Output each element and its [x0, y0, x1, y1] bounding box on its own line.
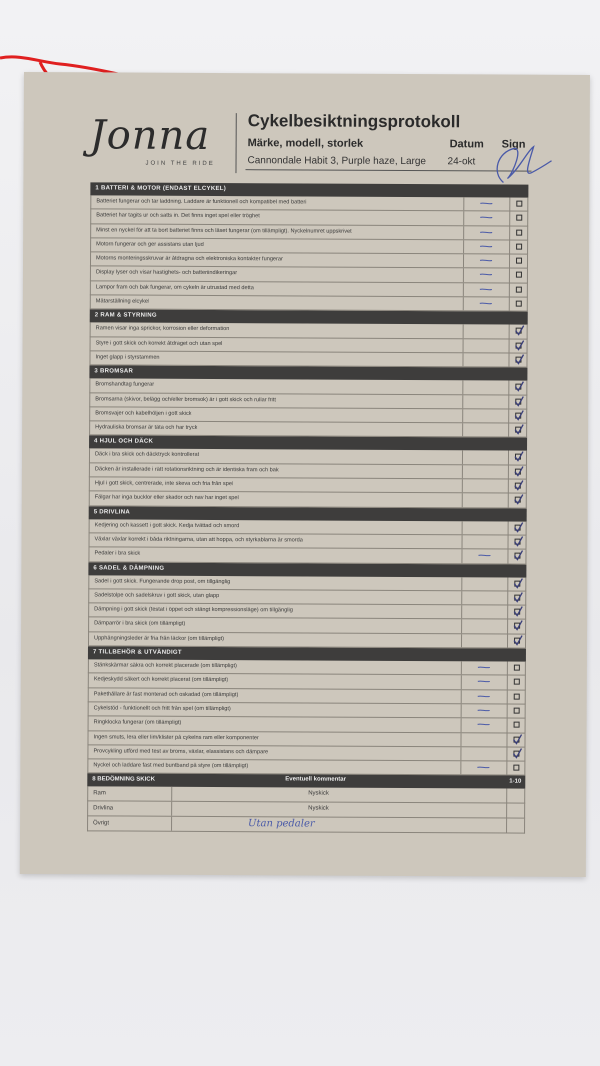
checkbox[interactable] [516, 272, 522, 278]
checkbox[interactable] [516, 229, 522, 235]
assessment-title: 8 BEDÖMNING SKICK [92, 776, 155, 784]
not-applicable-dash [477, 722, 491, 728]
column-divider [460, 761, 461, 774]
section-header: 7 TILLBEHÖR & UTVÄNDIGT [88, 646, 526, 661]
checklist [87, 182, 528, 834]
row-text: Bromsarna (skivor, belägg och/eller bromsok) är i gott skick och rullar fritt [95, 395, 276, 403]
row-text: Provcykling utförd med test av broms, växlar, elassistans och dämpare [93, 748, 269, 756]
column-divider [463, 339, 464, 352]
section-header: 1 BATTERI & MOTOR (ENDAST ELCYKEL) [90, 182, 528, 197]
not-applicable-dash [477, 693, 491, 699]
column-divider [461, 591, 462, 604]
check-mark-icon [513, 480, 524, 492]
check-mark-icon [512, 591, 523, 603]
column-divider [507, 606, 508, 619]
row-text: Pakethållare är fast monterad och oskadad (om tillämpligt) [93, 690, 239, 698]
checkbox[interactable] [516, 215, 522, 221]
checkbox[interactable] [516, 243, 522, 249]
not-applicable-dash [477, 707, 491, 713]
column-divider [463, 197, 464, 210]
row-text: Display lyser och visar hastighets- och batteriindikeringar [95, 269, 238, 277]
not-applicable-dash [477, 553, 491, 559]
column-divider [463, 269, 464, 282]
column-divider [462, 465, 463, 478]
check-mark-icon [513, 494, 524, 506]
inspection-sheet [20, 72, 590, 877]
row-text: Ingen smuts, lera eller lim/klister på cykelns ram eller komponenter [93, 733, 259, 741]
column-divider [461, 676, 462, 689]
header-divider [235, 113, 236, 173]
row-text: Pedaler i bra skick [94, 550, 141, 557]
checkbox[interactable] [514, 679, 520, 685]
column-divider [463, 283, 464, 296]
assessment-name: Drivlina [93, 805, 114, 812]
column-divider [508, 535, 509, 548]
column-divider [508, 381, 509, 394]
column-divider [509, 255, 510, 268]
row-text: Sadel i gott skick. Fungerande drop post, om tillgänglig [94, 577, 231, 585]
check-mark-icon [512, 550, 523, 562]
page-title: Cykelbesiktningsprotokoll [247, 111, 461, 132]
checklist-row [90, 295, 528, 312]
column-divider [508, 409, 509, 422]
check-mark-icon [512, 634, 523, 646]
not-applicable-dash [479, 229, 493, 235]
column-divider [508, 395, 509, 408]
checkbox[interactable] [514, 707, 520, 713]
checkbox[interactable] [516, 286, 522, 292]
checkbox[interactable] [516, 201, 522, 207]
section-header: 6 SADEL & DÄMPNING [88, 562, 526, 577]
row-text: Motorns monteringsskruvar är åtdragna och elektroniska kontakter fungerar [96, 255, 283, 263]
row-text: Stänkskärmar säkra och korrekt placerade (om tillämpligt) [93, 662, 237, 670]
row-text: Kedjeskydd säkert och korrekt placerat (om tillämpligt) [93, 676, 229, 684]
not-applicable-dash [479, 258, 493, 264]
check-mark-icon [511, 747, 522, 759]
date-label: Datum [449, 138, 484, 151]
checkbox[interactable] [514, 722, 520, 728]
check-mark-icon [513, 354, 524, 366]
column-divider [508, 451, 509, 464]
not-applicable-dash [476, 764, 490, 770]
column-divider [463, 254, 464, 267]
column-divider [461, 690, 462, 703]
row-text: Ringklocka fungerar (om tillämpligt) [93, 719, 182, 727]
column-divider [509, 226, 510, 239]
column-divider [508, 354, 509, 367]
model-label: Märke, modell, storlek [247, 137, 364, 150]
column-divider [507, 634, 508, 647]
column-divider [462, 451, 463, 464]
column-divider [507, 719, 508, 732]
checklist-row [89, 351, 527, 368]
column-divider [462, 479, 463, 492]
checkbox[interactable] [514, 665, 520, 671]
column-divider [461, 661, 462, 674]
assessment-name: Övrigt [93, 820, 110, 827]
row-text: Däck i bra skick och däcktryck kontrollerat [94, 451, 200, 459]
column-divider [463, 297, 464, 310]
column-divider [462, 423, 463, 436]
row-text: Styre i gott skick och korrekt åtdraget och utan spel [95, 340, 223, 347]
row-text: Hjul i gott skick, centrerade, inte skeva och fria från spel [94, 480, 234, 488]
row-text: Bromsvajer och kabelhöljen i gott skick [95, 410, 192, 417]
row-text: Bromshandtag fungerar [95, 381, 155, 388]
column-divider [508, 521, 509, 534]
row-text: Motorn fungerar och ger assistans utan ljud [96, 241, 204, 248]
column-divider [507, 690, 508, 703]
handwritten-comment: Utan pedaler [248, 818, 315, 830]
logo-wordmark: Jonna [89, 112, 211, 159]
signature [483, 142, 553, 186]
not-applicable-dash [479, 200, 493, 206]
check-mark-icon [511, 733, 522, 745]
row-text: Nyckel och laddare fast med buntband på styre (om tillämpligt) [93, 762, 249, 770]
column-divider [509, 198, 510, 211]
column-divider [171, 802, 172, 816]
column-divider [506, 747, 507, 760]
column-divider [506, 804, 507, 818]
column-divider [461, 634, 462, 647]
column-divider [460, 733, 461, 746]
checklist-row [88, 548, 526, 565]
column-divider [461, 605, 462, 618]
column-divider [507, 577, 508, 590]
column-divider [463, 212, 464, 225]
check-mark-icon [513, 465, 524, 477]
row-text: Upphängningsleder är fria från läckor (om tillämpligt) [94, 635, 225, 642]
checklist-row [89, 422, 527, 439]
row-text: Däcken är installerade i rätt rotationsriktning och är identiska fram och bak [94, 466, 279, 474]
column-divider [506, 789, 507, 803]
scale-header: 1-10 [509, 778, 522, 786]
column-divider [462, 494, 463, 507]
model-value: Cannondale Habit 3, Purple haze, Large [247, 155, 427, 168]
column-divider [461, 577, 462, 590]
column-divider [461, 550, 462, 563]
column-divider [507, 704, 508, 717]
check-mark-icon [513, 381, 524, 393]
not-applicable-dash [479, 272, 493, 278]
column-divider [460, 747, 461, 760]
section-header: 2 RAM & STYRNING [90, 310, 528, 325]
column-divider [509, 269, 510, 282]
column-divider [509, 298, 510, 311]
row-text: Växlar växlar korrekt i båda riktningarna, utan att hoppa, och styrkablarna är smorda [94, 536, 303, 544]
assessment-name: Ram [93, 790, 106, 797]
not-applicable-dash [479, 243, 493, 249]
row-text: Kedjering och kassett i gott skick. Kedja tvättad och smord [94, 522, 240, 529]
column-divider [507, 662, 508, 675]
checkbox[interactable] [516, 301, 522, 307]
assessment-comment: Nyskick [308, 805, 329, 812]
not-applicable-dash [479, 300, 493, 306]
row-text: Hydrauliska bromsar är täta och har tryck [95, 424, 198, 432]
column-divider [507, 620, 508, 633]
checkbox[interactable] [514, 693, 520, 699]
column-divider [509, 339, 510, 352]
section-header: 4 HJUL OCH DÄCK [89, 436, 527, 451]
column-divider [507, 550, 508, 563]
column-divider [508, 494, 509, 507]
column-divider [461, 620, 462, 633]
column-divider [506, 819, 507, 833]
checklist-row [89, 492, 527, 509]
row-text: Lampor fram och bak fungerar, om cykeln är utrustad med detta [95, 284, 254, 291]
check-mark-icon [514, 339, 525, 351]
column-divider [461, 704, 462, 717]
column-divider [171, 817, 172, 831]
column-divider [507, 676, 508, 689]
check-mark-icon [513, 521, 524, 533]
column-divider [507, 591, 508, 604]
assessment-comment: Nyskick [308, 790, 329, 797]
column-divider [508, 424, 509, 437]
assessment-row [87, 817, 525, 834]
column-divider [463, 325, 464, 338]
row-text: Batteriet har tagits ur och satts in. Det finns inget spel eller tröghet [96, 212, 260, 220]
column-divider [509, 325, 510, 338]
column-divider [462, 521, 463, 534]
not-applicable-dash [477, 679, 491, 685]
column-divider [509, 212, 510, 225]
column-divider [506, 733, 507, 746]
section-header: 5 DRIVLINA [89, 506, 527, 521]
row-text: Batteriet fungerar och tar laddning. Laddare är funktionell och kompatibel med batteri [96, 198, 307, 206]
column-divider [463, 240, 464, 253]
check-mark-icon [513, 536, 524, 548]
row-text: Ramen visar inga sprickor, korrosion eller deformation [95, 325, 230, 333]
comment-header: Eventuell kommentar [285, 776, 347, 784]
row-text: Dämparrör i bra skick (om tillämpligt) [94, 620, 186, 628]
column-divider [461, 718, 462, 731]
column-divider [463, 226, 464, 239]
column-divider [462, 381, 463, 394]
not-applicable-dash [479, 286, 493, 292]
section-header: 3 BROMSAR [89, 366, 527, 381]
checklist-row [88, 632, 526, 649]
column-divider [506, 762, 507, 775]
check-mark-icon [513, 451, 524, 463]
checkbox[interactable] [513, 765, 519, 771]
date-value: 24-okt [447, 156, 476, 168]
column-divider [509, 240, 510, 253]
row-text: Sadelstolpe och sadelskruv i gott skick, utan glapp [94, 592, 220, 599]
column-divider [462, 353, 463, 366]
check-mark-icon [512, 620, 523, 632]
check-mark-icon [513, 424, 524, 436]
column-divider [508, 480, 509, 493]
not-applicable-dash [479, 215, 493, 221]
not-applicable-dash [477, 664, 491, 670]
column-divider [508, 465, 509, 478]
logo-tagline: JOIN THE RIDE [145, 160, 215, 168]
check-mark-icon [513, 395, 524, 407]
row-text: Fälgar har inga bucklor eller skador och nav har inget spel [94, 494, 239, 502]
row-text: Inget glapp i styrstammen [95, 354, 160, 361]
check-mark-icon [514, 325, 525, 337]
row-text: Minst en nyckel för att ta bort batteriet finns och låset fungerar (om tillämpligt). Nyckelnumret uppskrivet [96, 226, 352, 235]
check-mark-icon [513, 409, 524, 421]
row-text: Dämpning i gott skick (testat i öppet och stängt kompressionsläge) om tillgänglig [94, 606, 293, 614]
column-divider [462, 535, 463, 548]
check-mark-icon [512, 606, 523, 618]
row-text: Mätarställning elcykel [95, 298, 150, 305]
column-divider [509, 283, 510, 296]
row-text: Cykelstöd - funktionellt och fritt från spel (om tillämpligt) [93, 705, 231, 712]
check-mark-icon [512, 577, 523, 589]
checkbox[interactable] [516, 258, 522, 264]
sign-label: Sign [501, 138, 526, 151]
jonna-logo [89, 112, 229, 183]
column-divider [171, 787, 172, 801]
column-divider [462, 409, 463, 422]
column-divider [462, 395, 463, 408]
